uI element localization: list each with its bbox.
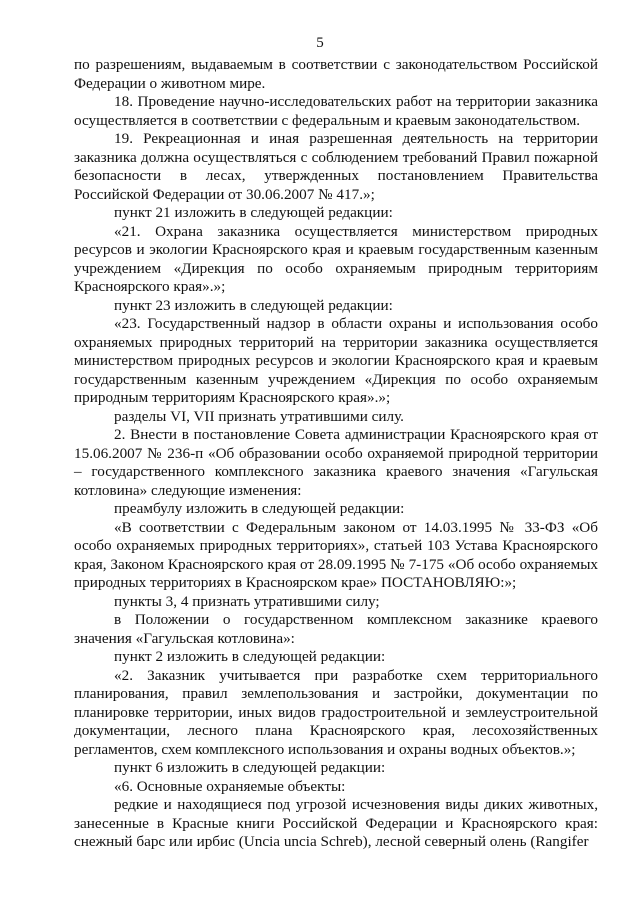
paragraph-item-18: 18. Проведение научно-исследовательских работ на территории заказника осуществляется в соответствии с федеральным и краевым законодательством. xyxy=(74,93,598,129)
paragraph-instruction-6: пункт 6 изложить в следующей редакции: xyxy=(114,759,386,776)
paragraph-preamble-instruction: преамбулу изложить в следующей редакции: xyxy=(114,500,405,517)
paragraph-instruction-2: пункт 2 изложить в следующей редакции: xyxy=(114,648,386,665)
document-body xyxy=(74,56,598,852)
paragraph-points-void: пункты 3, 4 признать утратившими силу; xyxy=(114,592,380,610)
paragraph-item-6: «6. Основные охраняемые объекты: xyxy=(114,777,346,795)
paragraph-item-23: «23. Государственный надзор в области охраны и использования особо охраняемых природных территорий на территории заказника осуществляется министерством природных ресурсов и экологии Красноярского края и краевым государственным казенным учреждением «Дирекция по особо охраняемым природным территориям Красноярского края».»; xyxy=(74,315,598,406)
page-number: 5 xyxy=(316,35,324,51)
paragraph-instruction-23: пункт 23 изложить в следующей редакции: xyxy=(114,296,393,314)
paragraph-protected-species: редкие и находящиеся под угрозой исчезновения виды диких животных, занесенные в Красные книги Российской Федерации и Красноярского края: снежный барс или ирбис (Uncia uncia Schreb), лесной северный олень (Rangifer xyxy=(74,796,598,850)
paragraph-item-21: «21. Охрана заказника осуществляется министерством природных ресурсов и экологии Красноярского края и краевым государственным казенным учреждением «Дирекция по особо охраняемым природным территориям Красноярского края».»; xyxy=(74,222,598,295)
paragraph-continuation: по разрешениям, выдаваемым в соответствии с законодательством Российской Федерации о животном мире. xyxy=(74,56,598,92)
paragraph-regulation: в Положении о государственном комплексном заказнике краевого значения «Гагульская котловина»: xyxy=(74,611,598,647)
paragraph-sections-void: разделы VI, VII признать утратившими силу. xyxy=(114,407,404,425)
paragraph-item-2: «2. Заказник учитывается при разработке схем территориального планирования, правил землепользования и застройки, документации по планировке территории, иных видов градостроительной и землеустроительной документации, лесного плана Красноярского края, лесохозяйственных регламентов, схем комплексного использования и охраны водных объектов.»; xyxy=(74,666,598,758)
paragraph-item-19: 19. Рекреационная и иная разрешенная деятельность на территории заказника должна осуществляться с соблюдением требований Правил пожарной безопасности в лесах, утвержденных постановлением Правительства Российской Федерации от 30.06.2007 № 417.»; xyxy=(74,130,598,203)
paragraph-point-2: 2. Внести в постановление Совета администрации Красноярского края от 15.06.2007 № 236-п «Об образовании особо охраняемой природной территории – государственного комплексного заказника краевого значения «Гагульская котловина» следующие изменения: xyxy=(74,426,598,499)
paragraph-instruction-21: пункт 21 изложить в следующей редакции: xyxy=(114,204,393,221)
paragraph-preamble: «В соответствии с Федеральным законом от 14.03.1995 № 33-ФЗ «Об особо охраняемых природных территориях», статьей 103 Устава Красноярского края, Законом Красноярского края от 28.09.1995 № 7-175 «Об особо охраняемых природных территориях в Красноярском крае» ПОСТАНОВЛЯЮ:»; xyxy=(74,518,598,591)
